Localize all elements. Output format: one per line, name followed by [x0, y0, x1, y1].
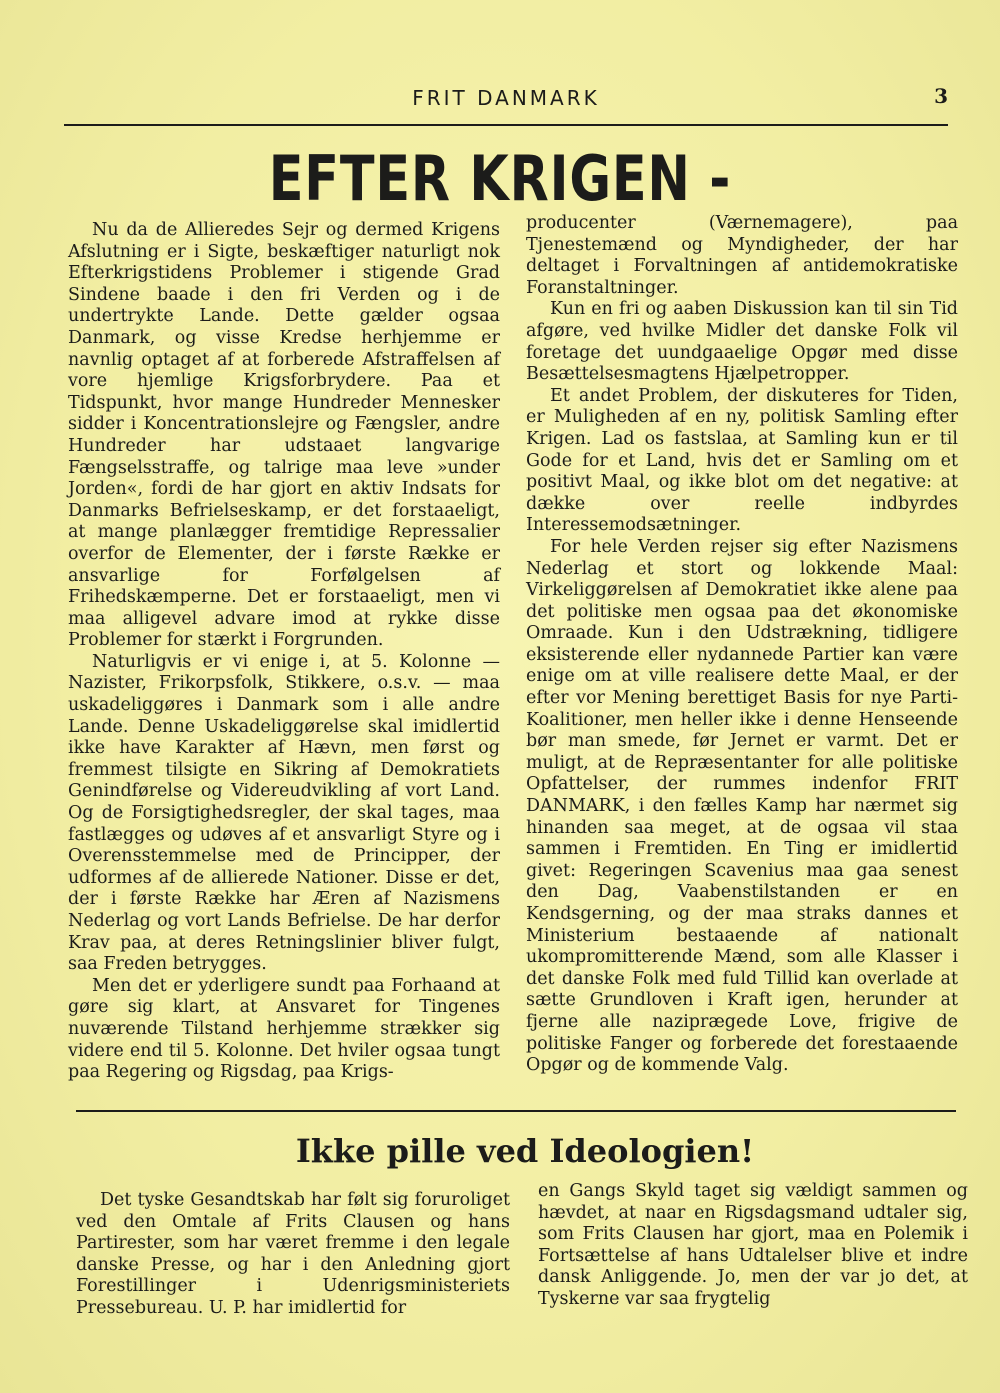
- second-article-column-left: [76, 1190, 510, 1320]
- masthead: FRIT DANMARK: [412, 86, 600, 110]
- header-rule: [64, 124, 948, 126]
- page-number: 3: [934, 84, 948, 108]
- paragraph: Nu da de Allieredes Sejr og dermed Krigens Afslutning er i Sigte, beskæftiger naturligt nok Efterkrigstidens Problemer i stigende Grad Sindene baade i den fri Verden og i de undertrykte Lande. Dette gælder ogsaa Danmark, og visse Kredse herhjemme er navnlig optaget af at forberede Afstraffelsen af vore hjemlige Krigsforbrydere. Paa et Tidspunkt, hvor mange Hundreder Mennesker sidder i Koncentrationslejre og Fængsler, andre Hundreder har udstaaet langvarige Fængselsstraffe, og talrige maa leve »under Jorden«, fordi de har gjort en aktiv Indsats for Danmarks Befrielseskamp, er det forstaaeligt, at mange planlægger fremtidige Repressalier overfor de Elementer, der i første Række er ansvarlige for Forfølgelsen af Frihedskæmperne. Det er forstaaeligt, men vi maa alligevel advare imod at rykke disse Problemer for stærkt i Forgrunden.: [68, 220, 500, 651]
- paragraph: Naturligvis er vi enige i, at 5. Kolonne — Nazister, Frikorpsfolk, Stikkere, o.s.v. — maa uskadeliggøres i Danmark som i alle andre Lande. Denne Uskadeliggørelse skal imidlertid ikke have Karakter af Hævn, men først og fremmest tilsigte en Sikring af Demokratiets Genindførelse og Videreudvikling af vort Land. Og de Forsigtighedsregler, der skal tages, maa fastlægges og udøves af et ansvarligt Styre og i Overensstemmelse med de Principper, der udformes af de allierede Nationer. Disse er det, der i første Række har Æren af Nazismens Nederlag og vort Lands Befrielse. De har derfor Krav paa, at deres Retningslinier bliver fulgt, saa Freden betrygges.: [68, 651, 500, 975]
- article-column-left: [68, 220, 500, 1084]
- article-column-right: [526, 213, 958, 1077]
- paragraph-continued: producenter (Værnemagere), paa Tjenestemænd og Myndigheder, der har deltaget i Forvaltningen af antidemokratiske Foranstaltninger.: [526, 213, 958, 298]
- paragraph: Det tyske Gesandtskab har følt sig foruroliget ved den Omtale af Frits Clausen og hans Partirester, som har været fremme i den legale danske Presse, og har i den Anledning gjort Forestillinger i Udenrigsministeriets Pressebureau. U. P. har imidlertid for: [76, 1190, 510, 1318]
- page-header: [64, 86, 948, 116]
- second-article-headline: Ikke pille ved Ideologien!: [295, 1132, 755, 1170]
- section-divider: [76, 1110, 956, 1112]
- second-article-column-right: [538, 1181, 968, 1311]
- paragraph-continued: en Gangs Skyld taget sig vældigt sammen og hævdet, at naar en Rigsdagsmand udtaler sig, som Frits Clausen har gjort, maa en Polemik i Fortsættelse af hans Udtalelser blive et indre dansk Anliggende. Jo, men der var jo det, at Tyskerne var saa frygtelig: [538, 1181, 968, 1309]
- paragraph: For hele Verden rejser sig efter Nazismens Nederlag et stort og lokkende Maal: Virkeliggørelsen af Demokratiet ikke alene paa det politiske men ogsaa paa det økonomiske Omraade. Kun i den Udstrækning, tidligere eksisterende eller nydannede Partier kan være enige om at ville realisere dette Maal, er der efter vor Mening berettiget Basis for nye Parti-Koalitioner, men heller ikke i denne Henseende bør man smede, før Jernet er varmt. Det er muligt, at de Repræsentanter for alle politiske Opfattelser, der rummes indenfor FRIT DANMARK, i den fælles Kamp har nærmet sig hinanden saa meget, at de ogsaa vil staa sammen i Fremtiden. En Ting er imidlertid givet: Regeringen Scavenius maa gaa senest den Dag, Vaabenstilstanden er en Kendsgerning, og der maa straks dannes et Ministerium bestaaende af nationalt ukompromitterende Mænd, som alle Klasser i det danske Folk med fuld Tillid kan overlade at sætte Grundloven i Kraft igen, herunder at fjerne alle naziprægede Love, frigive de politiske Fanger og forberede det forestaaende Opgør og de kommende Valg.: [526, 536, 958, 1076]
- paragraph: Kun en fri og aaben Diskussion kan til sin Tid afgøre, ved hvilke Midler det danske Folk vil foretage det uundgaaelige Opgør med disse Besættelsesmagtens Hjælpetropper.: [526, 299, 958, 385]
- paragraph: Men det er yderligere sundt paa Forhaand at gøre sig klart, at Ansvaret for Tingenes nuværende Tilstand herhjemme strækker sig videre end til 5. Kolonne. Det hviler ogsaa tungt paa Regering og Rigsdag, paa Krigs-: [68, 975, 500, 1083]
- article-headline: EFTER KRIGEN -: [268, 142, 732, 215]
- paragraph: Et andet Problem, der diskuteres for Tiden, er Muligheden af en ny, politisk Samling efter Krigen. Lad os fastslaa, at Samling kun er til Gode for et Land, hvis det er Samling om et positivt Maal, og ikke blot om det negative: at dække over reelle indbyrdes Interessemodsætninger.: [526, 385, 958, 536]
